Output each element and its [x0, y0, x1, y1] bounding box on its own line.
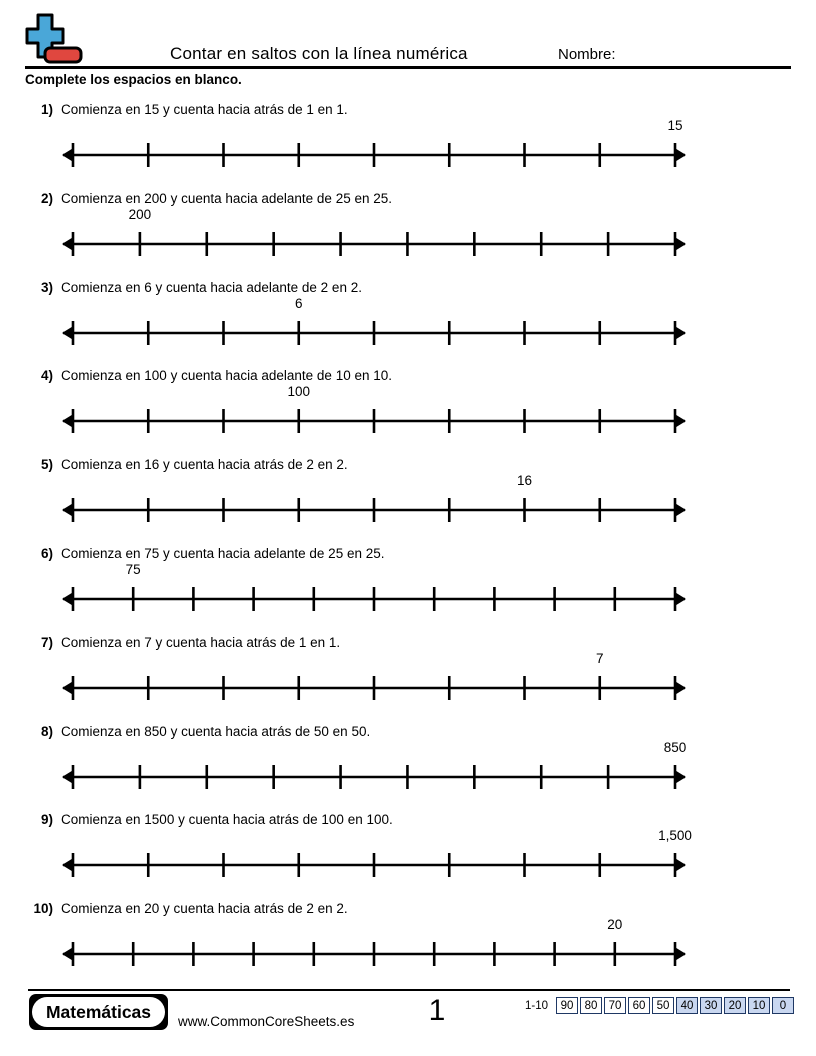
- number-line: [62, 142, 686, 168]
- instruction-text: Complete los espacios en blanco.: [25, 72, 242, 87]
- problem-statement: Comienza en 75 y cuenta hacia adelante de 25 en 25.: [61, 545, 385, 561]
- score-cell: 50: [652, 997, 674, 1014]
- problem-row: [33, 807, 753, 896]
- score-cell: 90: [556, 997, 578, 1014]
- problem-row: [33, 97, 753, 186]
- score-cell: 60: [628, 997, 650, 1014]
- score-cell: 20: [724, 997, 746, 1014]
- problem-row: [33, 630, 753, 719]
- number-line-label: 100: [287, 384, 311, 400]
- website-text: www.CommonCoreSheets.es: [178, 1014, 355, 1029]
- problem-number: 10): [33, 901, 53, 917]
- number-line-label: 75: [125, 561, 141, 577]
- problem-number: 3): [40, 279, 53, 295]
- subject-badge: [29, 994, 168, 1030]
- problem-row: [33, 896, 753, 985]
- number-line-label: 7: [595, 650, 604, 666]
- score-cell: 0: [772, 997, 794, 1014]
- problem-number: 1): [40, 102, 53, 117]
- score-cell: 80: [580, 997, 602, 1014]
- problem-number: 5): [40, 457, 53, 473]
- number-line-label: 850: [663, 739, 687, 755]
- number-line-label: 6: [294, 295, 303, 311]
- problem-statement: Comienza en 16 y cuenta hacia atrás de 2 en 2.: [61, 457, 348, 473]
- problem-list: [33, 97, 753, 985]
- problem-text: [33, 812, 393, 827]
- score-cell: 30: [700, 997, 722, 1014]
- worksheet-title: Contar en saltos con la línea numérica: [170, 44, 468, 63]
- number-line: [62, 764, 686, 790]
- problem-number: 8): [40, 723, 53, 739]
- problem-text: [33, 901, 348, 916]
- problem-text: [33, 280, 362, 295]
- problem-statement: Comienza en 1500 y cuenta hacia atrás de 100 en 100.: [61, 812, 393, 828]
- problem-text: [33, 102, 348, 117]
- number-line-label: 15: [667, 118, 683, 133]
- number-line: [62, 408, 686, 434]
- number-line: [62, 586, 686, 612]
- problem-statement: Comienza en 850 y cuenta hacia atrás de 50 en 50.: [61, 723, 371, 739]
- problem-row: [33, 452, 753, 541]
- problem-text: [33, 457, 348, 472]
- number-line: [62, 941, 686, 967]
- problem-statement: Comienza en 100 y cuenta hacia adelante de 10 en 10.: [61, 368, 392, 384]
- subject-badge-label: Matemáticas: [32, 997, 165, 1027]
- name-label: Nombre:: [558, 46, 616, 63]
- problem-statement: Comienza en 20 y cuenta hacia atrás de 2 en 2.: [61, 901, 348, 917]
- problem-text: [33, 546, 385, 561]
- problem-text: [33, 635, 340, 650]
- commoncoresheets-logo-icon: [25, 12, 105, 66]
- problem-row: [33, 541, 753, 630]
- number-line-label: 200: [128, 206, 152, 222]
- number-line: [62, 675, 686, 701]
- number-line-label: 16: [516, 473, 533, 489]
- problem-number: 4): [40, 368, 53, 384]
- problem-text: [33, 724, 370, 739]
- problem-text: [33, 368, 392, 383]
- problem-statement: Comienza en 7 y cuenta hacia atrás de 1 en 1.: [61, 634, 341, 650]
- score-cell: 70: [604, 997, 626, 1014]
- number-line: [62, 320, 686, 346]
- minus-icon: [45, 48, 81, 62]
- score-cells: [554, 997, 794, 1014]
- problem-number: 6): [40, 545, 53, 561]
- number-line: [62, 231, 686, 257]
- problem-statement: Comienza en 200 y cuenta hacia adelante de 25 en 25.: [61, 190, 392, 206]
- problem-statement: Comienza en 15 y cuenta hacia atrás de 1 en 1.: [61, 102, 348, 117]
- worksheet-footer: [28, 989, 790, 1037]
- number-line-label: 1,500: [658, 828, 692, 844]
- problem-row: [33, 719, 753, 808]
- problem-row: [33, 275, 753, 364]
- problem-number: 7): [40, 634, 53, 650]
- score-cell: 40: [676, 997, 698, 1014]
- problem-text: [33, 191, 392, 206]
- problem-row: [33, 186, 753, 275]
- problem-row: [33, 363, 753, 452]
- score-range-label: 1-10: [524, 999, 548, 1012]
- number-line: [62, 852, 686, 878]
- score-cell: 10: [748, 997, 770, 1014]
- problem-number: 9): [40, 812, 53, 828]
- problem-statement: Comienza en 6 y cuenta hacia adelante de 2 en 2.: [61, 279, 362, 295]
- score-table: [525, 997, 794, 1014]
- number-line-label: 20: [607, 917, 623, 933]
- worksheet-header: [25, 0, 791, 69]
- number-line: [62, 497, 686, 523]
- page-number: 1: [428, 994, 446, 1027]
- problem-number: 2): [40, 190, 53, 206]
